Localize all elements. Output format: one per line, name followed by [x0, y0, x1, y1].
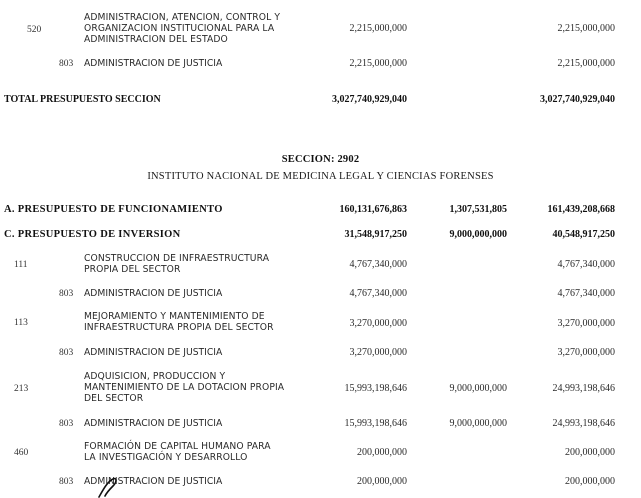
program-description-line: ADMINISTRACION, ATENCION, CONTROL Y — [84, 12, 281, 23]
subprogram-code: 803 — [59, 59, 74, 69]
program-code: 213 — [14, 384, 29, 394]
value-col1: 3,270,000,000 — [349, 347, 407, 358]
summary-label: A. PRESUPUESTO DE FUNCIONAMIENTO — [4, 204, 223, 215]
program-description-line: INFRAESTRUCTURA PROPIA DEL SECTOR — [84, 322, 274, 333]
value-col3: 3,270,000,000 — [557, 347, 615, 358]
program-description-line: ADMINISTRACION DEL ESTADO — [84, 34, 228, 45]
program-code: 520 — [27, 25, 42, 35]
handwritten-mark-icon — [95, 476, 125, 498]
value-col1: 200,000,000 — [357, 476, 407, 487]
value-col3: 24,993,198,646 — [552, 383, 615, 394]
total-label: TOTAL PRESUPUESTO SECCION — [4, 94, 161, 105]
subprogram-description: ADMINISTRACION DE JUSTICIA — [84, 58, 223, 69]
program-description — [84, 253, 269, 275]
subprogram-description: ADMINISTRACION DE JUSTICIA — [84, 347, 223, 358]
value-col1: 2,215,000,000 — [349, 23, 407, 34]
value-col3: 24,993,198,646 — [552, 418, 615, 429]
total-col1: 3,027,740,929,040 — [332, 94, 407, 105]
value-col1: 4,767,340,000 — [349, 288, 407, 299]
program-code: 111 — [14, 260, 28, 270]
total-col3: 3,027,740,929,040 — [540, 94, 615, 105]
value-col3: 4,767,340,000 — [557, 288, 615, 299]
subprogram-code: 803 — [59, 419, 74, 429]
program-description-line: MEJORAMIENTO Y MANTENIMIENTO DE — [84, 311, 265, 322]
subprogram-description: ADMINISTRACION DE JUSTICIA — [84, 288, 223, 299]
subprogram-code: 803 — [59, 477, 74, 487]
program-description-line: ADQUISICION, PRODUCCION Y — [84, 371, 226, 382]
subprogram-description: ADMINISTRACION DE JUSTICIA — [84, 476, 223, 487]
summary-col1: 160,131,676,863 — [339, 204, 407, 215]
value-col1: 15,993,198,646 — [344, 383, 407, 394]
summary-col2: 9,000,000,000 — [449, 229, 507, 240]
value-col1: 3,270,000,000 — [349, 318, 407, 329]
value-col3: 200,000,000 — [565, 447, 615, 458]
program-description-line: LA INVESTIGACIÓN Y DESARROLLO — [84, 452, 248, 463]
value-col3: 200,000,000 — [565, 476, 615, 487]
section-name: INSTITUTO NACIONAL DE MEDICINA LEGAL Y CIENCIAS FORENSES — [147, 171, 494, 182]
program-description-line: PROPIA DEL SECTOR — [84, 264, 181, 275]
program-description-line: DEL SECTOR — [84, 393, 144, 404]
program-description — [84, 311, 274, 333]
program-description — [84, 371, 284, 404]
subprogram-description: ADMINISTRACION DE JUSTICIA — [84, 418, 223, 429]
value-col3: 2,215,000,000 — [557, 58, 615, 69]
program-description-line: FORMACIÓN DE CAPITAL HUMANO PARA — [84, 441, 271, 452]
value-col3: 4,767,340,000 — [557, 259, 615, 270]
program-code: 460 — [14, 448, 29, 458]
subprogram-code: 803 — [59, 289, 74, 299]
value-col2: 9,000,000,000 — [449, 418, 507, 429]
value-col1: 4,767,340,000 — [349, 259, 407, 270]
program-description-line: MANTENIMIENTO DE LA DOTACION PROPIA — [84, 382, 285, 393]
program-description-line: ORGANIZACION INSTITUCIONAL PARA LA — [84, 23, 275, 34]
section-title: SECCION: 2902 — [281, 154, 360, 165]
subprogram-code: 803 — [59, 348, 74, 358]
program-code: 113 — [14, 318, 28, 328]
value-col3: 2,215,000,000 — [557, 23, 615, 34]
value-col2: 9,000,000,000 — [449, 383, 507, 394]
summary-col1: 31,548,917,250 — [344, 229, 407, 240]
summary-col3: 40,548,917,250 — [552, 229, 615, 240]
program-description — [84, 12, 280, 45]
value-col1: 15,993,198,646 — [344, 418, 407, 429]
value-col1: 2,215,000,000 — [349, 58, 407, 69]
summary-col3: 161,439,208,668 — [547, 204, 615, 215]
value-col1: 200,000,000 — [357, 447, 407, 458]
value-col3: 3,270,000,000 — [557, 318, 615, 329]
program-description — [84, 441, 271, 463]
program-description-line: CONSTRUCCION DE INFRAESTRUCTURA — [84, 253, 270, 264]
summary-label: C. PRESUPUESTO DE INVERSION — [4, 229, 181, 240]
summary-col2: 1,307,531,805 — [449, 204, 507, 215]
